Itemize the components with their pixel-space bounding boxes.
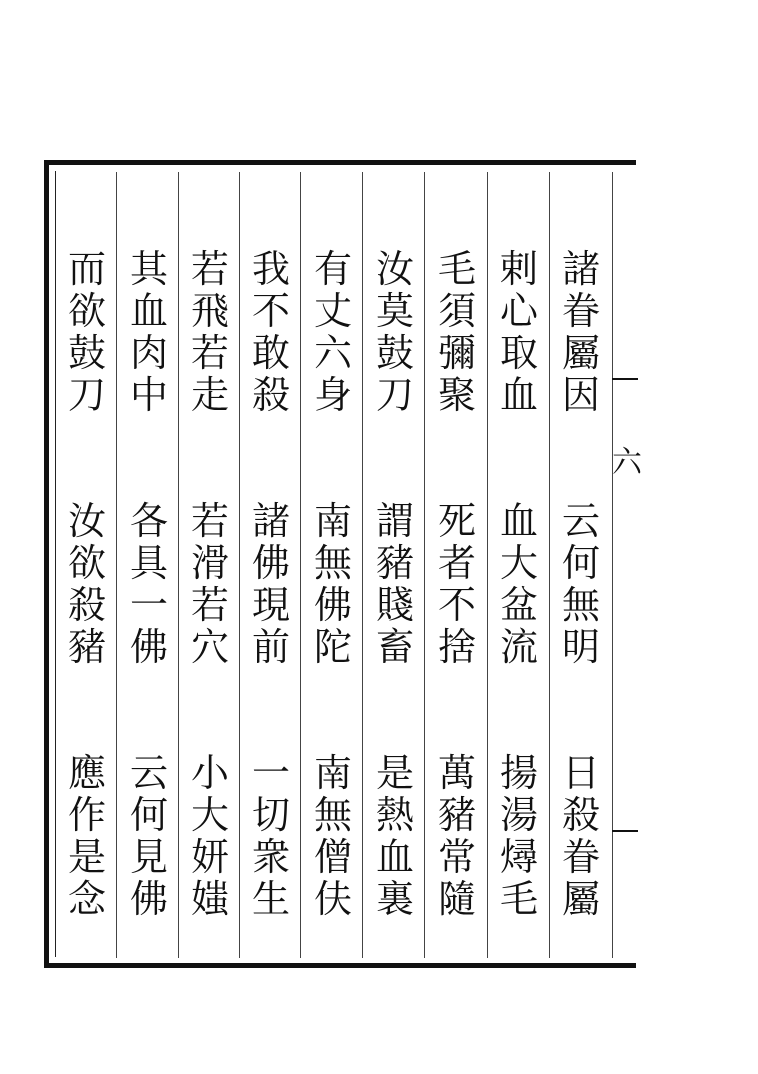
- phrase: [496, 752, 542, 1004]
- phrase: [558, 500, 604, 752]
- character: 盆: [499, 583, 538, 627]
- phrase: [64, 248, 110, 500]
- column-divider: [549, 172, 550, 958]
- phrase: [187, 752, 233, 1004]
- character: 伕: [313, 877, 352, 921]
- phrase: [372, 752, 418, 1004]
- character: 眷: [561, 835, 600, 879]
- phrase: [187, 500, 233, 752]
- text-column-1: [558, 248, 604, 1004]
- character: 佛: [251, 541, 290, 585]
- character: 若: [190, 583, 229, 627]
- character: 佛: [129, 877, 168, 921]
- text-column-3: [434, 248, 480, 1004]
- text-column-8: [126, 248, 172, 1004]
- character: 佛: [313, 583, 352, 627]
- character: 鼓: [67, 331, 106, 375]
- character: 小: [190, 751, 229, 795]
- character: 謂: [375, 499, 414, 543]
- fold-mark-label: 六: [612, 445, 642, 480]
- character: 滑: [190, 541, 229, 585]
- phrase: [248, 500, 294, 752]
- character: 現: [251, 583, 290, 627]
- character: 者: [437, 541, 476, 585]
- character: 見: [129, 835, 168, 879]
- character: 揚: [499, 751, 538, 795]
- character: 妍: [190, 835, 229, 879]
- character: 彌: [437, 331, 476, 375]
- character: 心: [499, 289, 538, 333]
- character: 汝: [67, 499, 106, 543]
- character: 切: [251, 793, 290, 837]
- character: 日: [561, 751, 600, 795]
- text-column-5: [310, 248, 356, 1004]
- character: 具: [129, 541, 168, 585]
- character: 須: [437, 289, 476, 333]
- character: 捨: [437, 625, 476, 669]
- character: 血: [499, 373, 538, 417]
- text-column-2: [496, 248, 542, 1004]
- text-column-9: [64, 248, 110, 1004]
- character: 欲: [67, 541, 106, 585]
- character: 血: [375, 835, 414, 879]
- character: 念: [67, 877, 106, 921]
- character: 屬: [561, 877, 600, 921]
- phrase: [187, 248, 233, 500]
- character: 毛: [437, 247, 476, 291]
- character: 血: [129, 289, 168, 333]
- character: 若: [190, 331, 229, 375]
- character: 肉: [129, 331, 168, 375]
- phrase: [248, 752, 294, 1004]
- character: 莫: [375, 289, 414, 333]
- column-divider: [487, 172, 488, 958]
- character: 應: [67, 751, 106, 795]
- character: 不: [251, 289, 290, 333]
- phrase: [310, 248, 356, 500]
- phrase: [126, 500, 172, 752]
- character: 何: [129, 793, 168, 837]
- character: 走: [190, 373, 229, 417]
- character: 身: [313, 373, 352, 417]
- character: 云: [129, 751, 168, 795]
- character: 南: [313, 751, 352, 795]
- phrase: [64, 752, 110, 1004]
- character: 汝: [375, 247, 414, 291]
- character: 六: [313, 331, 352, 375]
- phrase: [126, 752, 172, 1004]
- column-divider: [239, 172, 240, 958]
- character: 云: [561, 499, 600, 543]
- character: 是: [67, 835, 106, 879]
- character: 毛: [499, 877, 538, 921]
- character: 何: [561, 541, 600, 585]
- character: 大: [499, 541, 538, 585]
- character: 賤: [375, 583, 414, 627]
- character: 各: [129, 499, 168, 543]
- character: 欲: [67, 289, 106, 333]
- character: 有: [313, 247, 352, 291]
- character: 而: [67, 247, 106, 291]
- character: 其: [129, 247, 168, 291]
- phrase: [248, 248, 294, 500]
- phrase: [558, 248, 604, 500]
- character: 豬: [375, 541, 414, 585]
- character: 屬: [561, 331, 600, 375]
- character: 無: [313, 793, 352, 837]
- character: 鼓: [375, 331, 414, 375]
- character: 一: [251, 751, 290, 795]
- character: 隨: [437, 877, 476, 921]
- column-divider: [612, 172, 613, 958]
- character: 前: [251, 625, 290, 669]
- character: 聚: [437, 373, 476, 417]
- character: 諸: [561, 247, 600, 291]
- text-column-4: [372, 248, 418, 1004]
- character: 衆: [251, 835, 290, 879]
- phrase: [496, 500, 542, 752]
- character: 生: [251, 877, 290, 921]
- phrase: [310, 752, 356, 1004]
- character: 畜: [375, 625, 414, 669]
- character: 大: [190, 793, 229, 837]
- character: 陀: [313, 625, 352, 669]
- character: 明: [561, 625, 600, 669]
- phrase: [434, 248, 480, 500]
- phrase: [434, 752, 480, 1004]
- character: 萬: [437, 751, 476, 795]
- phrase: [496, 248, 542, 500]
- column-divider: [116, 172, 117, 958]
- character: 飛: [190, 289, 229, 333]
- character: 殺: [561, 793, 600, 837]
- text-column-6: [248, 248, 294, 1004]
- right-border-line: [612, 963, 636, 968]
- phrase: [372, 248, 418, 500]
- character: 熱: [375, 793, 414, 837]
- character: 殺: [67, 583, 106, 627]
- character: 佛: [129, 625, 168, 669]
- character: 南: [313, 499, 352, 543]
- character: 豬: [67, 625, 106, 669]
- character: 丈: [313, 289, 352, 333]
- character: 湯: [499, 793, 538, 837]
- fold-mark-line: [612, 378, 638, 380]
- character: 作: [67, 793, 106, 837]
- character: 殺: [251, 373, 290, 417]
- phrase: [126, 248, 172, 500]
- character: 燖: [499, 835, 538, 879]
- character: 一: [129, 583, 168, 627]
- character: 因: [561, 373, 600, 417]
- phrase: [310, 500, 356, 752]
- character: 若: [190, 499, 229, 543]
- phrase: [434, 500, 480, 752]
- character: 諸: [251, 499, 290, 543]
- character: 流: [499, 625, 538, 669]
- character: 不: [437, 583, 476, 627]
- column-divider: [300, 172, 301, 958]
- text-column-7: [187, 248, 233, 1004]
- character: 敢: [251, 331, 290, 375]
- phrase: [64, 500, 110, 752]
- character: 裏: [375, 877, 414, 921]
- character: 中: [129, 373, 168, 417]
- character: 死: [437, 499, 476, 543]
- character: 刀: [67, 373, 106, 417]
- column-divider: [424, 172, 425, 958]
- character: 取: [499, 331, 538, 375]
- character: 是: [375, 751, 414, 795]
- column-divider: [362, 172, 363, 958]
- phrase: [372, 500, 418, 752]
- character: 常: [437, 835, 476, 879]
- character: 血: [499, 499, 538, 543]
- character: 眷: [561, 289, 600, 333]
- character: 刀: [375, 373, 414, 417]
- phrase: [558, 752, 604, 1004]
- character: 穴: [190, 625, 229, 669]
- character: 無: [313, 541, 352, 585]
- character: 我: [251, 247, 290, 291]
- fold-mark-line: [612, 830, 638, 832]
- character: 剌: [499, 247, 538, 291]
- character: 無: [561, 583, 600, 627]
- right-border-line: [612, 160, 636, 165]
- character: 若: [190, 247, 229, 291]
- character: 豬: [437, 793, 476, 837]
- character: 僧: [313, 835, 352, 879]
- character: 媸: [190, 877, 229, 921]
- column-divider: [178, 172, 179, 958]
